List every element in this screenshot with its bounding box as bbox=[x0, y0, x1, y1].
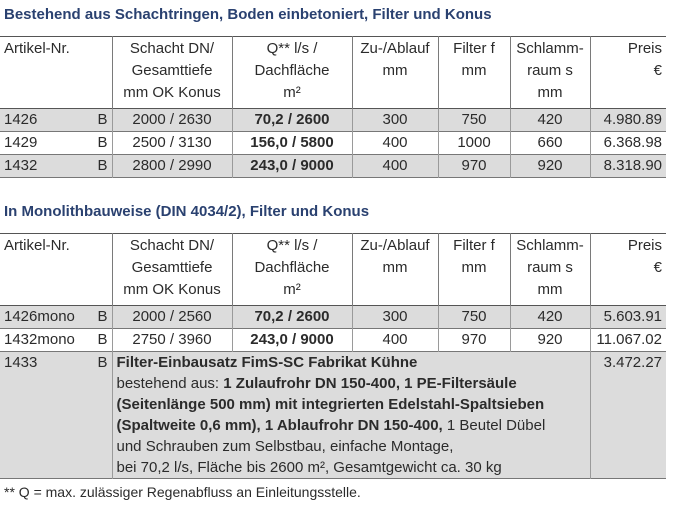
text-fragment: bestehend aus: bbox=[116, 375, 224, 392]
table-cell: 2000 / 2630 bbox=[112, 109, 232, 132]
header-schlammraum bbox=[510, 234, 590, 306]
table-cell: B bbox=[88, 155, 112, 178]
section-title-schachtringe: Bestehend aus Schachtringen, Boden einbetoniert, Filter und Konus bbox=[4, 6, 492, 23]
table-cell: 1432mono bbox=[4, 331, 75, 348]
header-artikel bbox=[0, 234, 112, 306]
table-cell: 70,2 / 2600 bbox=[232, 109, 352, 132]
text-fragment: Artikel-Nr. bbox=[4, 40, 70, 57]
header-preis bbox=[590, 234, 666, 306]
table-cell: 970 bbox=[438, 155, 510, 178]
text-fragment: mm OK Konus bbox=[123, 281, 221, 298]
text-fragment: Preis bbox=[627, 237, 662, 254]
table-row bbox=[0, 155, 666, 178]
table-cell: 8.318.90 bbox=[590, 155, 666, 178]
table-row bbox=[0, 329, 666, 352]
table-cell: 1000 bbox=[438, 132, 510, 155]
table-row bbox=[0, 306, 666, 329]
header-preis bbox=[590, 37, 666, 109]
text-fragment: Schacht DN/ bbox=[129, 40, 215, 57]
text-fragment: Schlamm- bbox=[516, 40, 584, 57]
text-fragment: Filter f bbox=[453, 40, 495, 57]
table-cell: 2800 / 2990 bbox=[112, 155, 232, 178]
text-fragment: Filter f bbox=[453, 237, 495, 254]
table-cell: 2500 / 3130 bbox=[112, 132, 232, 155]
text-fragment: 1 Beutel Dübel bbox=[446, 417, 546, 434]
table-cell: 920 bbox=[510, 155, 590, 178]
table-header-row bbox=[0, 37, 666, 109]
text-fragment: mm bbox=[382, 62, 408, 79]
table-cell: B bbox=[88, 352, 112, 479]
text-fragment: mm bbox=[537, 281, 563, 298]
table-monolith bbox=[0, 233, 666, 479]
table-cell: 750 bbox=[438, 109, 510, 132]
table-cell: 400 bbox=[352, 329, 438, 352]
text-fragment: bei 70,2 l/s, Fläche bis 2600 m², Gesamtgewicht ca. 30 kg bbox=[116, 459, 502, 476]
table-cell: 1429 bbox=[4, 134, 38, 151]
text-fragment: und Schrauben zum Selbstbau, einfache Montage, bbox=[116, 438, 454, 455]
text-fragment: mm OK Konus bbox=[123, 84, 221, 101]
table-cell: 400 bbox=[352, 132, 438, 155]
table-schachtringe bbox=[0, 36, 666, 178]
section-title-monolith: In Monolithbauweise (DIN 4034/2), Filter und Konus bbox=[4, 203, 370, 220]
text-fragment: € bbox=[653, 62, 662, 79]
text-fragment: 1 Zulaufrohr DN 150-400, 1 PE-Filtersäule bbox=[223, 375, 517, 392]
text-fragment: m² bbox=[283, 84, 301, 101]
text-fragment: Gesamttiefe bbox=[131, 259, 213, 276]
text-fragment: raum s bbox=[527, 62, 573, 79]
table-cell: 300 bbox=[352, 306, 438, 329]
text-fragment: Gesamttiefe bbox=[131, 62, 213, 79]
table-cell: 243,0 / 9000 bbox=[232, 155, 352, 178]
table-cell: B bbox=[88, 109, 112, 132]
table-cell: 70,2 / 2600 bbox=[232, 306, 352, 329]
table-cell: 920 bbox=[510, 329, 590, 352]
header-schacht bbox=[112, 37, 232, 109]
table-cell: 1432 bbox=[0, 155, 88, 178]
header-schacht bbox=[112, 234, 232, 306]
text-fragment: Schacht DN/ bbox=[129, 237, 215, 254]
text-fragment: Artikel-Nr. bbox=[4, 237, 70, 254]
text-fragment: Filter-Einbausatz FimS-SC Fabrikat Kühne bbox=[116, 354, 418, 371]
table-cell: 1433 bbox=[0, 352, 88, 479]
table-cell: 2750 / 3960 bbox=[112, 329, 232, 352]
table-row bbox=[0, 109, 666, 132]
text-fragment: mm bbox=[461, 62, 487, 79]
table-cell: 11.067.02 bbox=[590, 329, 666, 352]
text-fragment: Zu-/Ablauf bbox=[360, 237, 430, 254]
text-fragment: Q** l/s / bbox=[266, 237, 318, 254]
text-fragment: Zu-/Ablauf bbox=[360, 40, 430, 57]
table-cell: 420 bbox=[510, 306, 590, 329]
table-row bbox=[0, 132, 666, 155]
table-cell: 660 bbox=[510, 132, 590, 155]
table-cell: 420 bbox=[510, 109, 590, 132]
header-q bbox=[232, 234, 352, 306]
table-cell: 300 bbox=[352, 109, 438, 132]
text-fragment: m² bbox=[283, 281, 301, 298]
table-cell: 3.472.27 bbox=[590, 352, 666, 479]
table-cell: B bbox=[97, 331, 108, 348]
table-cell: 6.368.98 bbox=[590, 132, 666, 155]
table-cell: B bbox=[97, 134, 108, 151]
table-cell: 1426mono bbox=[0, 306, 88, 329]
text-fragment: (Seitenlänge 500 mm) mit integrierten Edelstahl-Spaltsieben bbox=[116, 396, 545, 413]
table-cell: 5.603.91 bbox=[590, 306, 666, 329]
text-fragment: Dachfläche bbox=[254, 259, 330, 276]
header-filter bbox=[438, 234, 510, 306]
table-cell: 750 bbox=[438, 306, 510, 329]
header-q bbox=[232, 37, 352, 109]
table-cell: 4.980.89 bbox=[590, 109, 666, 132]
table-cell: 2000 / 2560 bbox=[112, 306, 232, 329]
header-filter bbox=[438, 37, 510, 109]
text-fragment: Dachfläche bbox=[254, 62, 330, 79]
text-fragment: mm bbox=[382, 259, 408, 276]
header-zulauf bbox=[352, 37, 438, 109]
header-schlammraum bbox=[510, 37, 590, 109]
text-fragment: (Spaltweite 0,6 mm), 1 Ablaufrohr DN 150-400, bbox=[116, 417, 447, 434]
table-cell: 1426 bbox=[0, 109, 88, 132]
table-cell: 970 bbox=[438, 329, 510, 352]
table-cell: 243,0 / 9000 bbox=[232, 329, 352, 352]
text-fragment: mm bbox=[537, 84, 563, 101]
text-fragment: mm bbox=[461, 259, 487, 276]
text-fragment: Q** l/s / bbox=[266, 40, 318, 57]
table-cell: 156,0 / 5800 bbox=[232, 132, 352, 155]
header-zulauf bbox=[352, 234, 438, 306]
text-fragment: raum s bbox=[527, 259, 573, 276]
text-fragment: € bbox=[653, 259, 662, 276]
table-cell: 400 bbox=[352, 155, 438, 178]
product-description bbox=[112, 352, 590, 479]
table-header-row bbox=[0, 234, 666, 306]
table-row-filter-einbausatz bbox=[0, 352, 666, 479]
table-cell: B bbox=[88, 306, 112, 329]
text-fragment: Schlamm- bbox=[516, 237, 584, 254]
footnote: ** Q = max. zulässiger Regenabfluss an Einleitungsstelle. bbox=[4, 484, 361, 500]
header-artikel bbox=[0, 37, 112, 109]
text-fragment: Preis bbox=[627, 40, 662, 57]
